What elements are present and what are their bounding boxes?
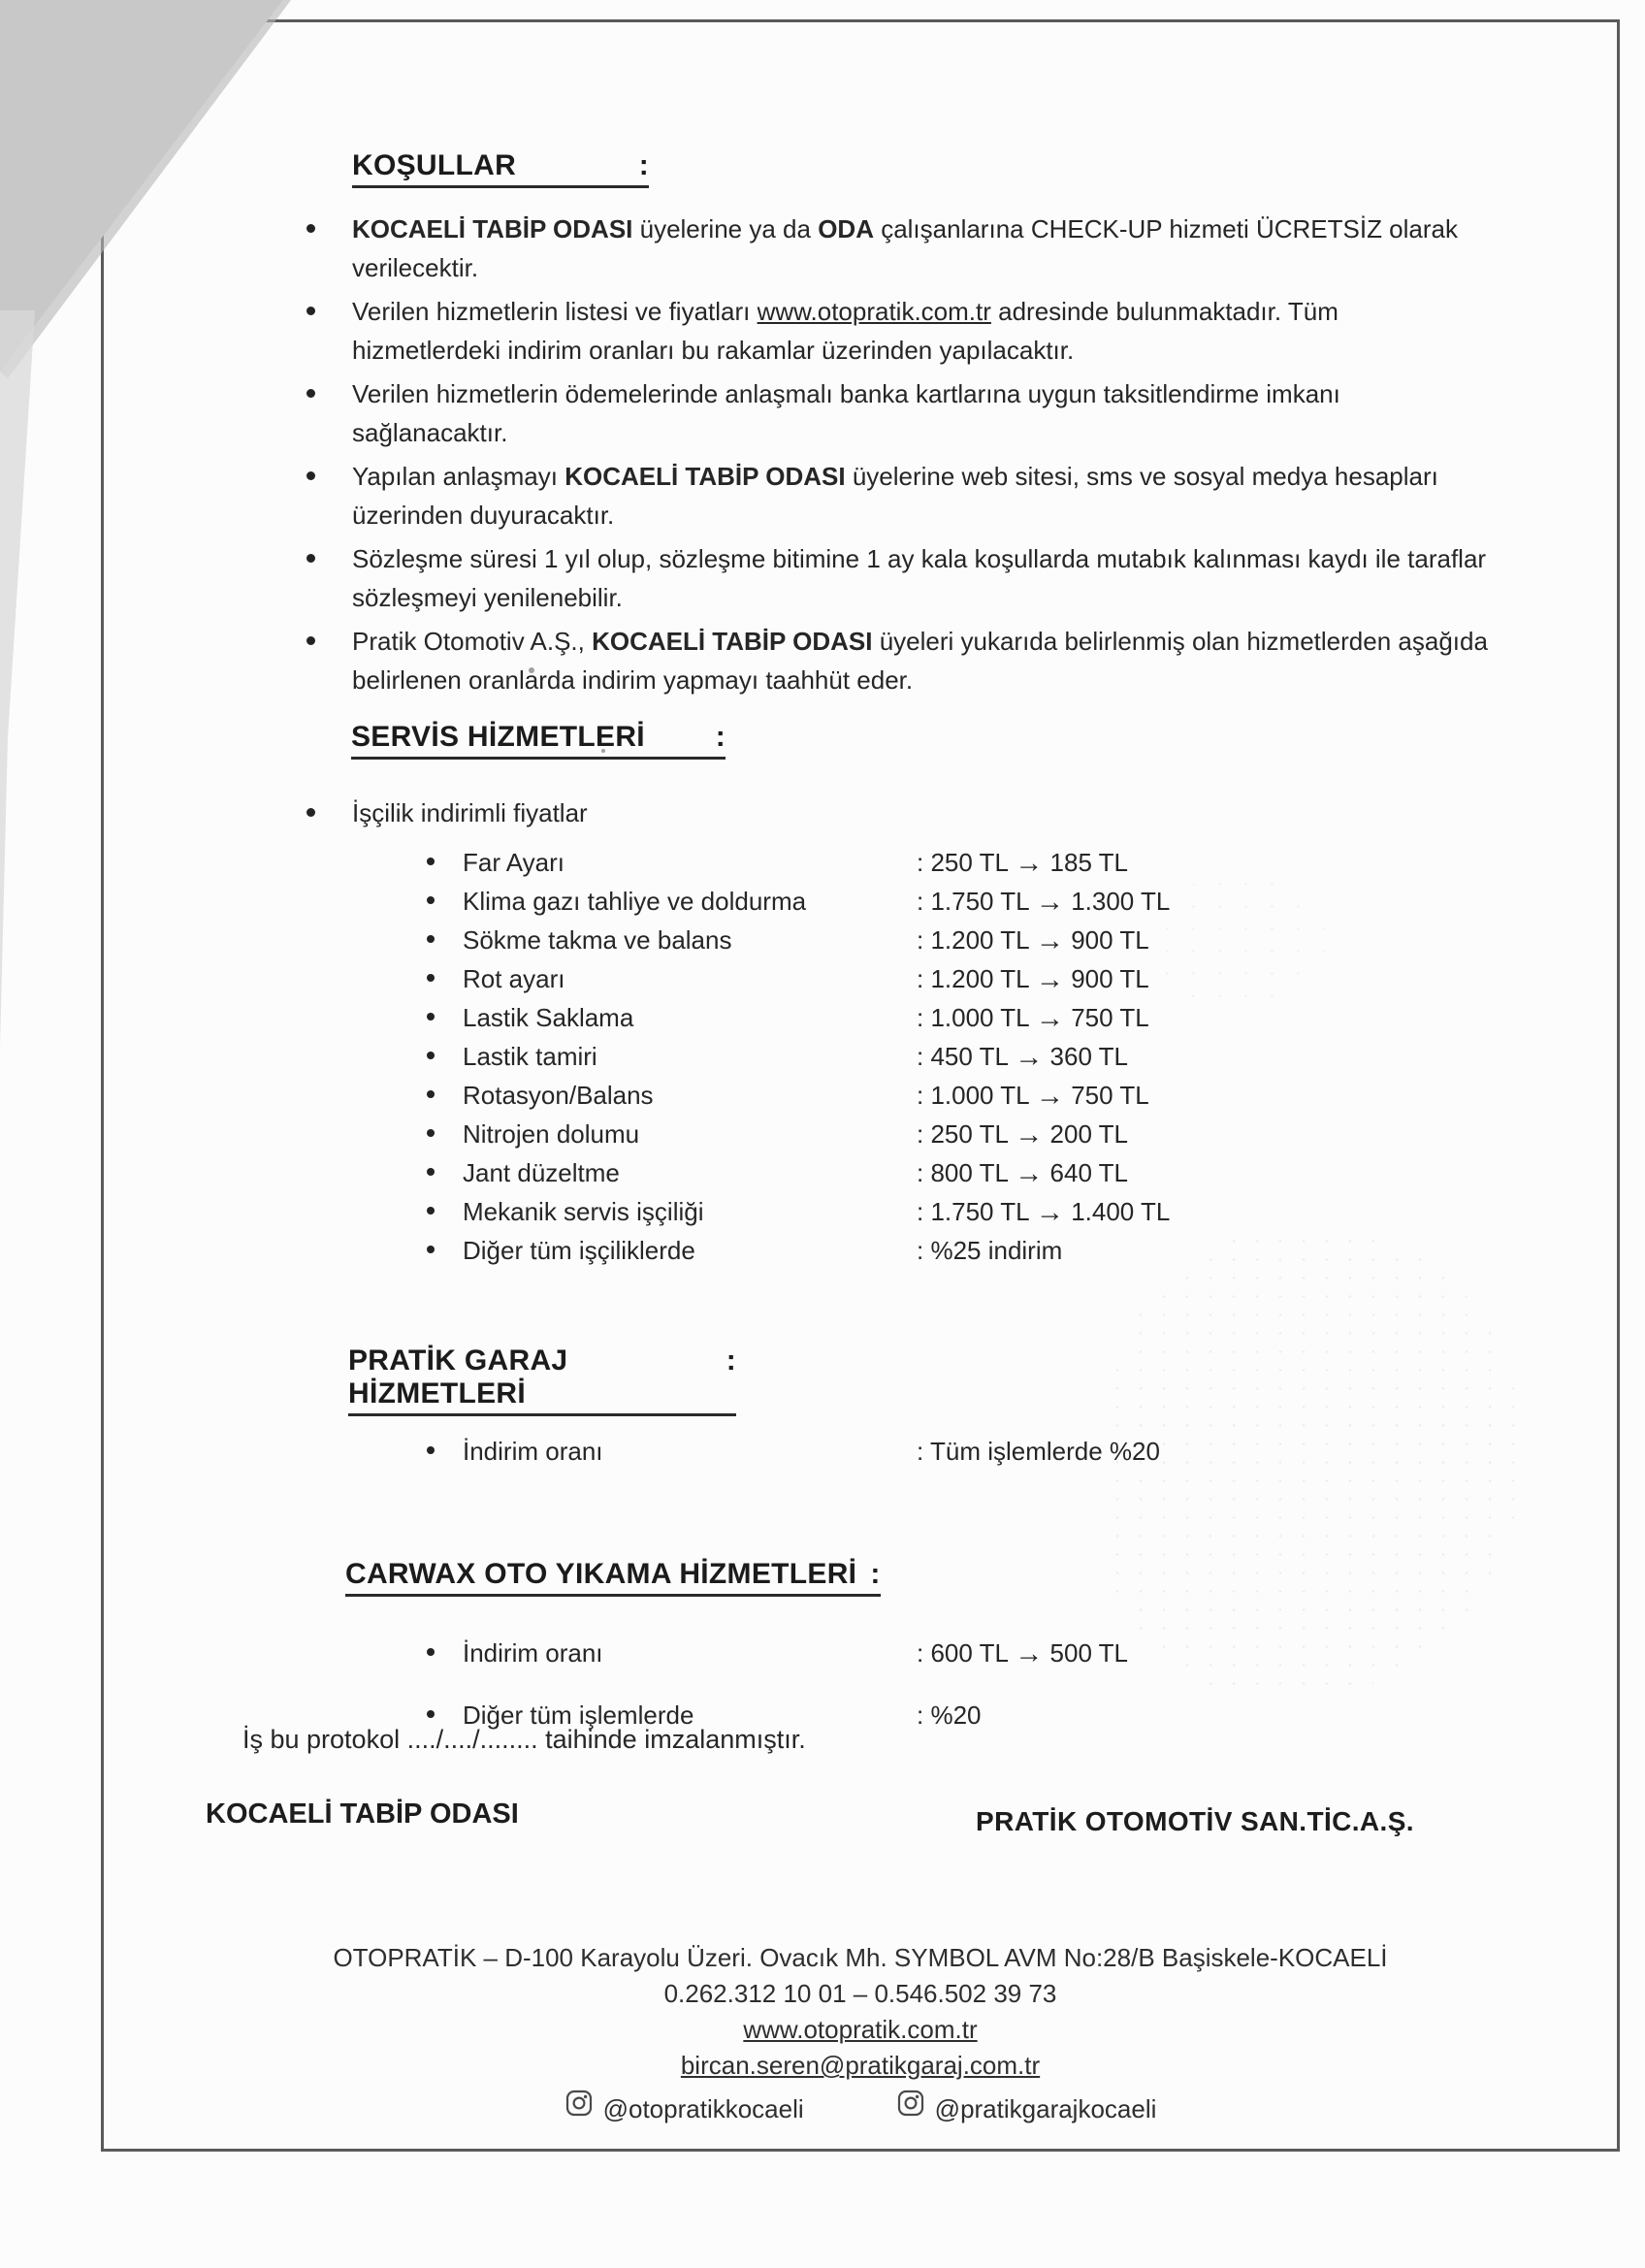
footer-email: bircan.seren@pratikgaraj.com.tr [680,2051,1041,2080]
footer-website: www.otopratik.com.tr [743,2015,978,2044]
kosullar-title: KOŞULLAR [352,149,517,181]
social-item [896,2091,1157,2127]
arrow-icon: → [1035,964,1064,995]
price-row [424,1000,1394,1039]
row-name: Far Ayarı [463,848,565,877]
arrow-icon: → [1035,1197,1064,1228]
arrow-icon: → [1015,1119,1044,1150]
row-value: : 1.200 TL → 900 TL [917,925,1149,956]
condition-line: sağlanacaktır. [352,418,508,447]
instagram-icon [564,2091,594,2127]
row-value: : 1.200 TL → 900 TL [917,964,1149,995]
row-name: Rotasyon/Balans [463,1081,654,1110]
row-name: Rot ayarı [463,964,565,993]
row-name: İndirim oranı [463,1638,603,1668]
signature-left: KOCAELİ TABİP ODASI [206,1798,519,1830]
arrow-icon: → [1015,848,1044,879]
heading-colon: : [726,1345,736,1377]
row-value: : 1.750 TL → 1.300 TL [917,887,1171,918]
condition-line: belirlenen oranlarda indirim yapmayı taahhüt eder. [352,665,914,695]
row-value: : 1.000 TL → 750 TL [917,1081,1149,1112]
row-value: : 1.000 TL → 750 TL [917,1003,1149,1034]
condition-line: Sözleşme süresi 1 yıl olup, sözleşme bitimine 1 ay kala koşullarda mutabık kalınması kaydı ile taraflar [352,544,1487,573]
row-name: Diğer tüm işçiliklerde [463,1236,695,1265]
row-value: : 800 TL → 640 TL [917,1158,1128,1189]
row-name: Jant düzeltme [463,1158,620,1187]
instagram-icon [896,2091,925,2127]
row-value: : 1.750 TL → 1.400 TL [917,1197,1171,1228]
arrow-icon: → [1035,925,1064,956]
arrow-icon: → [1015,1158,1044,1189]
footer-phone: 0.262.312 10 01 – 0.546.502 39 73 [663,1979,1057,2008]
row-value: : 250 TL → 200 TL [917,1119,1128,1150]
arrow-icon: → [1015,1638,1044,1669]
condition-line: Verilen hizmetlerin listesi ve fiyatları www.otopratik.com.tr adresinde bulunmaktadır. Tüm [352,297,1339,326]
garaj-title: PRATİK GARAJ HİZMETLERİ [348,1345,568,1409]
carwax-heading [345,1558,881,1597]
price-row [424,1117,1394,1155]
condition-line: verilecektir. [352,253,479,282]
condition-item [300,374,1561,452]
signature-right: PRATİK OTOMOTİV SAN.TİC.A.Ş. [976,1806,1414,1836]
row-value: : %20 [917,1701,982,1730]
row-name: İndirim oranı [463,1437,603,1466]
servis-heading [351,721,726,760]
footer-block [101,1940,1620,2127]
garaj-heading [348,1345,736,1416]
row-name: Lastik tamiri [463,1042,597,1071]
row-name: Klima gazı tahliye ve doldurma [463,887,807,916]
scanner-shadow-strip [0,310,45,1048]
price-row [424,845,1394,884]
social-handle: @otopratikkocaeli [602,2094,804,2123]
row-name: Lastik Saklama [463,1003,634,1032]
social-item [564,2091,804,2127]
document-content [101,19,1620,2152]
row-value: : Tüm işlemlerde %20 [917,1437,1160,1466]
social-handles-row [101,2091,1620,2127]
arrow-icon: → [1015,1042,1044,1073]
social-handle: @pratikgarajkocaeli [934,2094,1157,2123]
row-name: Nitrojen dolumu [463,1119,640,1149]
condition-item [300,539,1561,617]
condition-item [300,622,1561,699]
price-row [424,1039,1394,1078]
price-row [424,1233,1394,1272]
condition-line: hizmetlerdeki indirim oranları bu rakamlar üzerinden yapılacaktır. [352,336,1075,365]
arrow-icon: → [1035,1081,1064,1112]
iscilik-bullet [300,794,1076,832]
protocol-date-line: İş bu protokol ..../..../........ taihinde imzalanmıştır. [242,1725,806,1754]
heading-colon: : [715,721,726,753]
price-row [424,1636,1394,1674]
price-row [424,1194,1394,1233]
row-value: : 250 TL → 185 TL [917,848,1128,879]
heading-colon: : [870,1558,881,1590]
kosullar-heading [352,149,649,188]
condition-item [300,292,1561,370]
condition-line: Yapılan anlaşmayı KOCAELİ TABİP ODASI üyelerine web sitesi, sms ve sosyal medya hesapları [352,462,1438,491]
price-row [424,884,1394,923]
footer-address: OTOPRATİK – D-100 Karayolu Üzeri. Ovacık Mh. SYMBOL AVM No:28/B Başiskele-KOCAELİ [333,1943,1388,1972]
conditions-list [300,210,1561,704]
arrow-icon: → [1035,887,1064,918]
price-row [424,961,1394,1000]
condition-item [300,457,1561,535]
carwax-title: CARWAX OTO YIKAMA HİZMETLERİ [345,1558,857,1590]
condition-line: Verilen hizmetlerin ödemelerinde anlaşmalı banka kartlarına uygun taksitlendirme imkanı [352,379,1340,408]
price-row [424,923,1394,961]
condition-line: KOCAELİ TABİP ODASI üyelerine ya da ODA çalışanlarına CHECK-UP hizmeti ÜCRETSİZ olarak [352,214,1458,243]
row-name: Sökme takma ve balans [463,925,732,955]
condition-item [300,210,1561,287]
iscilik-label: İşçilik indirimli fiyatlar [352,798,588,827]
service-price-list [424,845,1394,1272]
price-row [424,1155,1394,1194]
row-name: Mekanik servis işçiliği [463,1197,704,1226]
condition-line: sözleşmeyi yenilenebilir. [352,583,623,612]
row-name: Diğer tüm işlemlerde [463,1701,694,1730]
servis-title: SERVİS HİZMETLERİ [351,721,645,753]
arrow-icon: → [1035,1003,1064,1034]
condition-line: üzerinden duyuracaktır. [352,501,615,530]
condition-line: Pratik Otomotiv A.Ş., KOCAELİ TABİP ODASI üyeleri yukarıda belirlenmiş olan hizmetlerden aşağıda [352,627,1488,656]
row-value: : 450 TL → 360 TL [917,1042,1128,1073]
heading-colon: : [638,149,649,181]
price-row [424,1078,1394,1117]
row-value: : 600 TL → 500 TL [917,1638,1128,1669]
garaj-discount-list [424,1434,1394,1473]
price-row [424,1434,1394,1473]
row-value: : %25 indirim [917,1236,1063,1265]
